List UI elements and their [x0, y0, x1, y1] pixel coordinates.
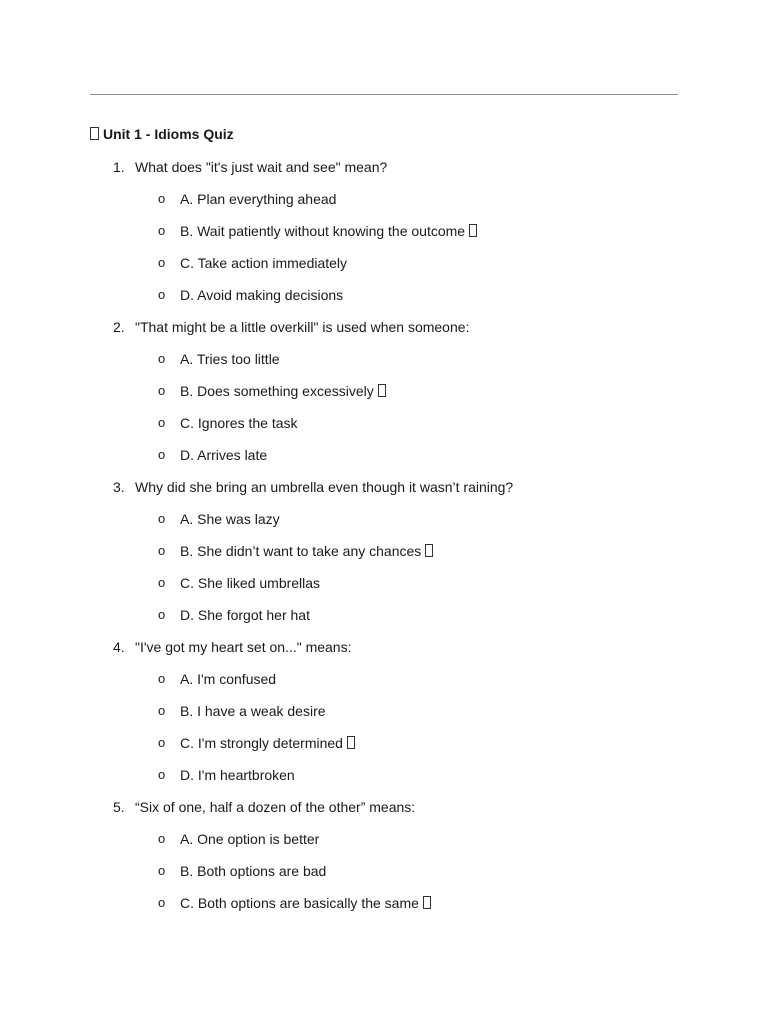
option-text-wrapper — [180, 894, 431, 912]
answer-option — [0, 670, 768, 688]
question-text: "That might be a little overkill" is used when someone: — [135, 319, 470, 335]
option-text: A. I'm confused — [180, 671, 277, 687]
option-text-wrapper — [180, 766, 295, 784]
answer-option — [0, 350, 768, 368]
horizontal-rule — [90, 94, 678, 95]
answer-option — [0, 190, 768, 208]
option-text: B. Does something excessively — [180, 383, 374, 399]
option-text: C. I'm strongly determined — [180, 735, 343, 751]
quiz-title — [90, 125, 234, 143]
bullet-marker: o — [158, 543, 166, 558]
answer-option — [0, 766, 768, 784]
missing-glyph-icon — [90, 127, 99, 140]
option-text-wrapper — [180, 542, 433, 560]
option-text-wrapper — [180, 510, 280, 528]
question-item — [0, 638, 768, 656]
option-text-wrapper — [180, 670, 276, 688]
answer-option — [0, 510, 768, 528]
correct-answer-check-icon — [423, 896, 431, 909]
option-text-wrapper — [180, 414, 298, 432]
option-text: B. She didn’t want to take any chances — [180, 543, 422, 559]
bullet-marker: o — [158, 447, 166, 462]
question-text: What does "it's just wait and see" mean? — [135, 159, 388, 175]
answer-option — [0, 286, 768, 304]
option-text-wrapper — [180, 574, 320, 592]
option-text-wrapper — [180, 382, 386, 400]
bullet-marker: o — [158, 735, 166, 750]
bullet-marker: o — [158, 191, 166, 206]
quiz-title-text: Unit 1 - Idioms Quiz — [103, 126, 234, 142]
answer-option — [0, 606, 768, 624]
option-text-wrapper — [180, 190, 336, 208]
bullet-marker: o — [158, 255, 166, 270]
option-text: D. She forgot her hat — [180, 607, 310, 623]
correct-answer-check-icon — [378, 384, 386, 397]
option-text-wrapper — [180, 286, 343, 304]
option-text-wrapper — [180, 606, 310, 624]
option-text: A. Tries too little — [180, 351, 280, 367]
option-text: C. Ignores the task — [180, 415, 298, 431]
option-text: D. Arrives late — [180, 447, 268, 463]
option-text-wrapper — [180, 446, 267, 464]
answer-option — [0, 862, 768, 880]
bullet-marker: o — [158, 863, 166, 878]
option-text: A. One option is better — [180, 831, 320, 847]
bullet-marker: o — [158, 895, 166, 910]
question-item — [0, 158, 768, 176]
option-text-wrapper — [180, 830, 319, 848]
bullet-marker: o — [158, 287, 166, 302]
answer-option — [0, 222, 768, 240]
bullet-marker: o — [158, 831, 166, 846]
question-number: 4. — [113, 639, 125, 655]
option-text-wrapper — [180, 702, 326, 720]
answer-option — [0, 574, 768, 592]
option-text: D. Avoid making decisions — [180, 287, 344, 303]
option-text-wrapper — [180, 254, 347, 272]
option-text-wrapper — [180, 350, 280, 368]
option-text: A. She was lazy — [180, 511, 280, 527]
answer-option — [0, 830, 768, 848]
option-text: D. I'm heartbroken — [180, 767, 295, 783]
option-text: C. Take action immediately — [180, 255, 348, 271]
bullet-marker: o — [158, 351, 166, 366]
correct-answer-check-icon — [347, 736, 355, 749]
option-text-wrapper — [180, 222, 477, 240]
bullet-marker: o — [158, 383, 166, 398]
correct-answer-check-icon — [469, 224, 477, 237]
question-item — [0, 798, 768, 816]
option-text: B. Wait patiently without knowing the outcome — [180, 223, 466, 239]
question-number: 2. — [113, 319, 125, 335]
option-text: C. Both options are basically the same — [180, 895, 419, 911]
answer-option — [0, 414, 768, 432]
option-text-wrapper — [180, 734, 355, 752]
option-text: B. I have a weak desire — [180, 703, 326, 719]
option-text: C. She liked umbrellas — [180, 575, 321, 591]
bullet-marker: o — [158, 511, 166, 526]
question-number: 5. — [113, 799, 125, 815]
question-item — [0, 478, 768, 496]
question-number: 3. — [113, 479, 125, 495]
question-number: 1. — [113, 159, 125, 175]
option-text-wrapper — [180, 862, 326, 880]
answer-option — [0, 734, 768, 752]
answer-option — [0, 254, 768, 272]
question-text: Why did she bring an umbrella even though it wasn’t raining? — [135, 479, 514, 495]
correct-answer-check-icon — [425, 544, 433, 557]
bullet-marker: o — [158, 415, 166, 430]
answer-option — [0, 894, 768, 912]
answer-option — [0, 542, 768, 560]
answer-option — [0, 702, 768, 720]
bullet-marker: o — [158, 671, 166, 686]
bullet-marker: o — [158, 575, 166, 590]
option-text: B. Both options are bad — [180, 863, 327, 879]
bullet-marker: o — [158, 767, 166, 782]
answer-option — [0, 446, 768, 464]
option-text: A. Plan everything ahead — [180, 191, 337, 207]
question-text: “Six of one, half a dozen of the other” means: — [135, 799, 416, 815]
bullet-marker: o — [158, 223, 166, 238]
question-item — [0, 318, 768, 336]
bullet-marker: o — [158, 607, 166, 622]
bullet-marker: o — [158, 703, 166, 718]
answer-option — [0, 382, 768, 400]
question-text: "I've got my heart set on..." means: — [135, 639, 352, 655]
